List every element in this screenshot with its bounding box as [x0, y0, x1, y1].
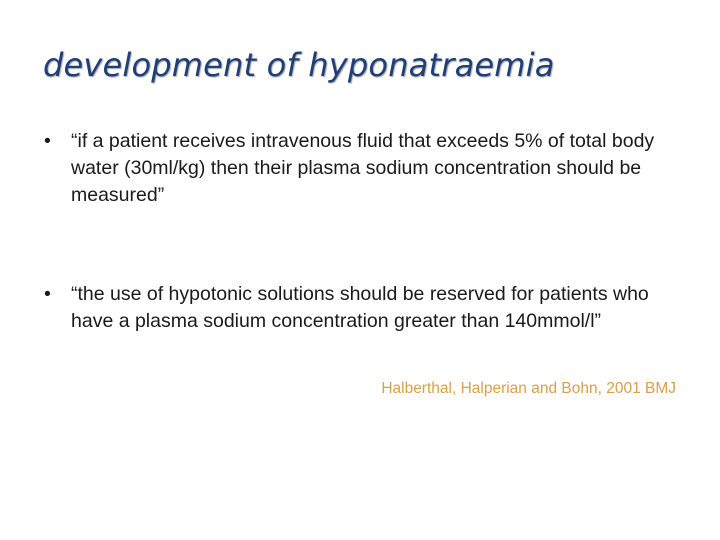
bullet-item-2	[44, 281, 694, 335]
bullet-text: “if a patient receives intravenous fluid that exceeds 5% of total body water (30ml/kg) then their plasma sodium concentration should be measured”	[71, 130, 655, 206]
bullet-marker: •	[44, 130, 51, 152]
bullet-list	[44, 128, 694, 335]
bullet-marker: •	[44, 283, 51, 305]
slide-title: development of hyponatraemia	[43, 46, 555, 84]
bullet-item-1	[44, 128, 694, 209]
citation: Halberthal, Halperian and Bohn, 2001 BMJ	[381, 380, 676, 397]
bullet-text: “the use of hypotonic solutions should be reserved for patients who have a plasma sodium concentration greater than 140mmol/l”	[71, 283, 649, 332]
